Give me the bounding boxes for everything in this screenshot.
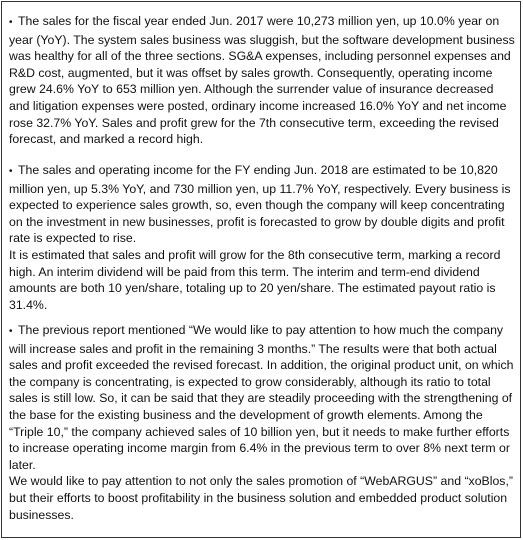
bullet-paragraph-continued bbox=[9, 247, 517, 313]
paragraph-text: It is estimated that sales and profit will grow for the 8th consecutive term, marking a record high. An interim dividend will be paid from this term. The interim and term-end dividend amounts are both 10 yen/share, totaling up to 20 yen/share. The estimated payout ratio is 31.4%. bbox=[9, 247, 501, 312]
bullet-section-forecast bbox=[9, 162, 517, 313]
bullet-paragraph bbox=[9, 162, 517, 247]
summary-box bbox=[1, 1, 521, 538]
bullet-section-results bbox=[9, 13, 517, 148]
bullet-marker: • bbox=[9, 326, 13, 337]
paragraph-text: The sales and operating income for the FY ending Jun. 2018 are estimated to be 10,820 million yen, up 5.3% YoY, and 730 million yen, up 11.7% YoY, respectively. Every business is expected to experience sales growth, so, even though the company will keep concentrating on the investment in new businesses, profit is forecasted to grow by double digits and profit rate is expected to rise. bbox=[9, 163, 511, 246]
bullet-paragraph bbox=[9, 13, 517, 148]
bullet-marker: • bbox=[9, 166, 13, 177]
bullet-paragraph-continued bbox=[9, 473, 517, 523]
bullet-section-outlook bbox=[9, 322, 517, 523]
paragraph-text: The previous report mentioned “We would like to pay attention to how much the company will increase sales and profit in the remaining 3 months.” The results were that both actual sales and profit exceeded the revised forecast. In addition, the original product unit, on which the company is concentrating, is expected to grow considerably, although its ratio to total sales is still low. So, it can be said that they are steadily proceeding with the strengthening of the base for the existing business and the development of growth elements. Among the “Triple 10,” the company achieved sales of 10 billion yen, but it needs to make further efforts to increase operating income margin from 6.4% in the previous term to over 8% next term or later. bbox=[9, 323, 514, 472]
bullet-paragraph bbox=[9, 322, 517, 473]
bullet-marker: • bbox=[9, 17, 13, 28]
paragraph-text: We would like to pay attention to not only the sales promotion of “WebARGUS” and “xoBlos,” but their efforts to boost profitability in the business solution and embedded product solution businesses. bbox=[9, 474, 513, 522]
paragraph-text: The sales for the fiscal year ended Jun. 2017 were 10,273 million yen, up 10.0% year on year (YoY). The system sales business was sluggish, but the software development business was healthy for all of the three sections. SG&A expenses, including personnel expenses and R&D cost, augmented, but it was offset by sales growth. Consequently, operating income grew 24.6% YoY to 653 million yen. Although the surrender value of insurance decreased and litigation expenses were posted, ordinary income increased 16.0% YoY and net income rose 32.7% YoY. Sales and profit grew for the 7th consecutive term, exceeding the revised forecast, and marked a record high. bbox=[9, 14, 515, 147]
